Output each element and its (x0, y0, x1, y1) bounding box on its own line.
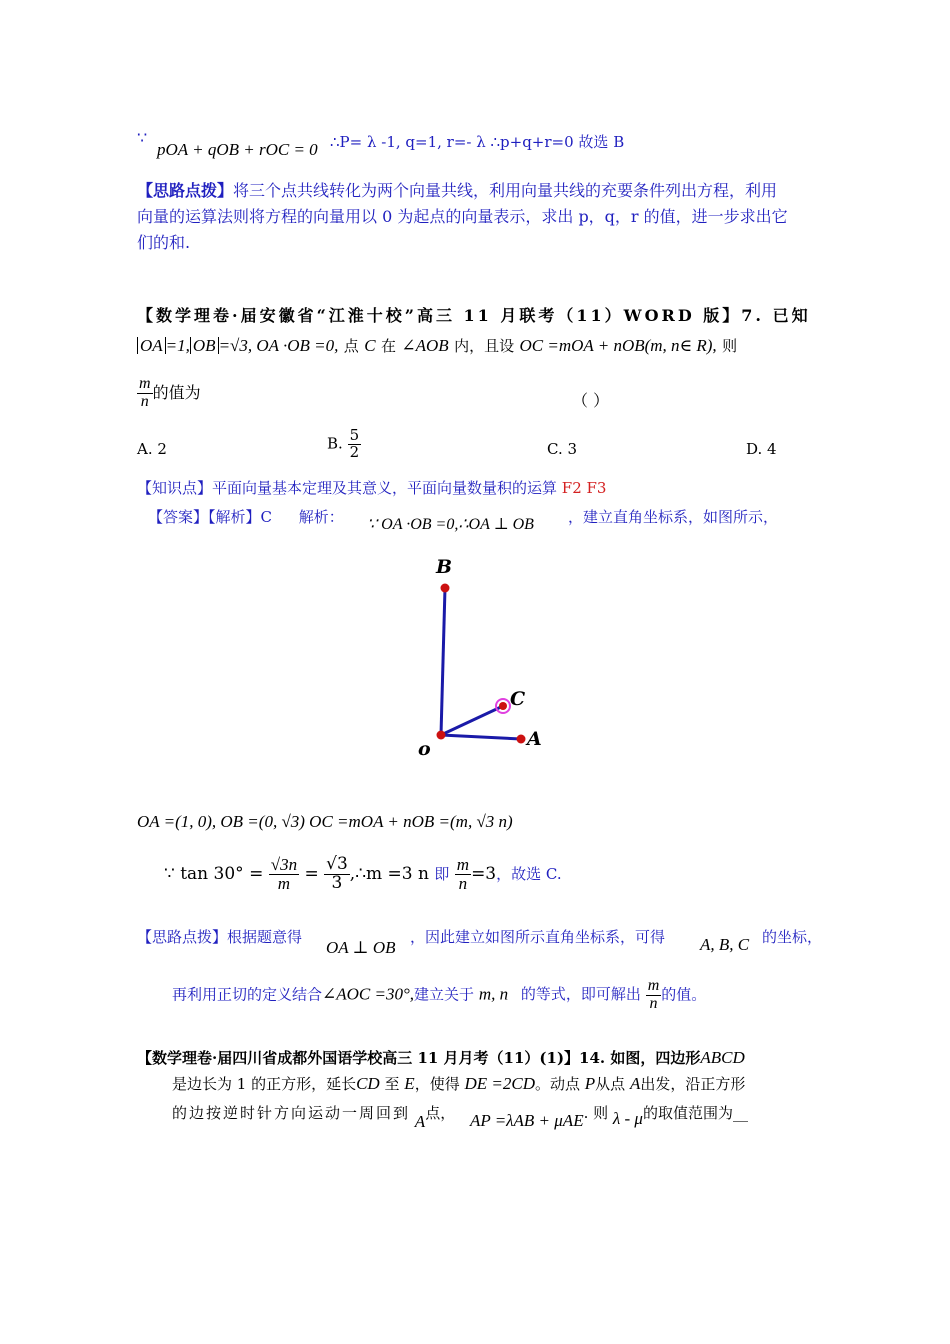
answer-tag: 【答案】【解析】C (148, 508, 272, 526)
tan-eq: = (304, 863, 319, 884)
abs-ob: OB (190, 337, 219, 354)
knowledge-line (137, 477, 606, 498)
label-a: A (527, 728, 542, 750)
hint2-points: A, B, C (700, 935, 750, 954)
p14-l3c: . 则 (583, 1104, 609, 1122)
oc-expression: OC =mOA + nOB(m, n∈ R), (519, 336, 717, 355)
tan-res: =3 (471, 863, 497, 884)
ask-text: 的值为 (152, 382, 201, 402)
option-a: A. 2 (137, 440, 167, 458)
knowledge-text: 【知识点】平面向量基本定理及其意义，平面向量数量积的运算 (137, 479, 558, 497)
point-a (517, 735, 526, 744)
option-b-frac: $\frac{5}{2}$ (349, 426, 360, 461)
hint2-tail: 的坐标， (762, 928, 823, 946)
jiexi: 解析： (298, 508, 344, 526)
point-o (437, 731, 446, 740)
cd: CD (356, 1074, 380, 1093)
tan-because: ∵ tan 30° = (164, 863, 264, 884)
frac-sqrt3-3: $\frac{√3}{3}$ (326, 854, 348, 893)
p14-l3a: 的边按逆时针方向运动一周回到 (172, 1104, 411, 1122)
hint1-line1 (137, 178, 777, 201)
answer-math: ∵ OA ·OB =0,∴OA ⊥ OB (367, 516, 534, 533)
cond-d: =√3, OA ·OB =0, (218, 336, 339, 355)
hint2-mn: m, n (478, 984, 509, 1004)
because-symbol: ∵ (137, 128, 148, 147)
ze: 则 (722, 337, 738, 355)
hint2-frac: $\frac{m}{n}$ (647, 977, 660, 1012)
tan-line (164, 856, 562, 893)
block1-equation: pOA + qOB + rOC = 0 (157, 140, 318, 159)
abs-oa: OA (137, 337, 166, 354)
hint1-tag: 【思路点拨】 (137, 181, 234, 200)
hint2-perp: OA ⊥ OB (326, 938, 396, 957)
answer-tail: ，建立直角坐标系，如图所示， (568, 508, 779, 526)
ap-expression: AP =λAB + μAE (469, 1111, 584, 1130)
answer-paren: （ ） (572, 391, 610, 410)
hint1-line3: 们的和. (137, 233, 191, 252)
problem14-line1 (137, 1047, 745, 1068)
coords-line: OA =(1, 0), OB =(0, √3) OC =mOA + nOB =(m, √3 n) (137, 812, 513, 831)
problem7-source: 【数学理卷·届安徽省“江淮十校”高三 11 月联考（11）WORD 版】7. 已知 (137, 306, 811, 325)
lambda-minus-mu: λ - μ (612, 1109, 643, 1128)
block1-line (137, 128, 147, 147)
dian: 点 (343, 337, 359, 355)
hint2-line2 (172, 978, 706, 1013)
label-o: o (418, 738, 431, 760)
frac-m-n: $\frac{m}{n}$ (456, 855, 470, 893)
abcd: ABCD (700, 1048, 745, 1067)
p14-l2b: ，使得 (414, 1075, 460, 1093)
m-over-n: $\frac{m}{n}$ (139, 375, 151, 410)
option-c: C. 3 (547, 440, 578, 458)
tan-ji: 即 (434, 864, 450, 883)
problem14-line2 (172, 1073, 745, 1094)
knowledge-codes: F2 F3 (561, 479, 607, 497)
hint2-tag: 【思路点拨】根据题意得 (137, 928, 303, 946)
p14-l2a: 是边长为 1 的正方形，延长 (172, 1075, 357, 1093)
hint2-l2a: 再利用正切的定义结合 (172, 985, 323, 1004)
tan-choose: ，故选 C. (496, 864, 562, 883)
hint2-mid: ，因此建立如图所示直角坐标系，可得 (410, 928, 666, 946)
p14-l2d: 从点 (595, 1075, 626, 1093)
hint2-l2c: 的等式，即可解出 (520, 985, 641, 1004)
hint1-line2: 向量的运算法则将方程的向量用以 0 为起点的向量表示，求出 p，q，r 的值，进一步求出它 (137, 207, 788, 226)
p14-l2c: 。动点 (534, 1075, 580, 1093)
problem7-condition (137, 335, 737, 356)
option-d: D. 4 (746, 440, 777, 458)
problem7-ask (137, 376, 201, 411)
p14-l3b: 点， (425, 1104, 456, 1122)
point-c (499, 702, 507, 710)
frac-sqrt3n-m: $\frac{√3n}{m}$ (270, 855, 298, 893)
coordinate-figure (400, 550, 560, 760)
label-b: B (436, 556, 453, 578)
segment-oa (441, 735, 521, 739)
option-b: B. $\frac{5}{2}$ (327, 426, 360, 461)
point-a2: A (414, 1112, 426, 1131)
hint2-l2d: 的值。 (661, 985, 707, 1004)
de-eq: DE =2CD (464, 1074, 535, 1093)
point-p: P (584, 1074, 596, 1093)
p14-l3d: 的取值范围为__ (642, 1104, 748, 1122)
hint2-l2b: 建立关于 (414, 985, 475, 1004)
hint1-text1: 将三个点共线转化为两个向量共线，利用向量共线的充要条件列出方程，利用 (233, 181, 778, 200)
hint2-angle: ∠AOC =30°, (322, 984, 415, 1004)
point-e: E (404, 1074, 415, 1093)
nei: 内，且设 (454, 337, 515, 355)
answer-line (148, 506, 344, 527)
block1-result: ∴P= λ -1, q=1, r=- λ ∴p+q+r=0 故选 B (330, 133, 625, 151)
problem14-line3 (172, 1102, 748, 1131)
point-c: C (364, 336, 376, 355)
point-a-text: A (629, 1074, 641, 1093)
problem14-source: 【数学理卷·届四川省成都外国语学校高三 11 月月考（11）(1)】14. 如图，四边形 (137, 1049, 701, 1067)
label-c: C (510, 688, 526, 710)
segment-oc (441, 706, 503, 735)
zai: 在 (380, 337, 396, 355)
segment-ob (441, 588, 445, 735)
cond-b: =1, (165, 336, 190, 355)
angle-aob: ∠AOB (401, 336, 449, 355)
zhi: 至 (384, 1075, 400, 1093)
p14-l2e: 出发，沿正方形 (640, 1075, 746, 1093)
tan-tail: ,∴m =3 n (349, 863, 429, 884)
point-b (441, 584, 450, 593)
